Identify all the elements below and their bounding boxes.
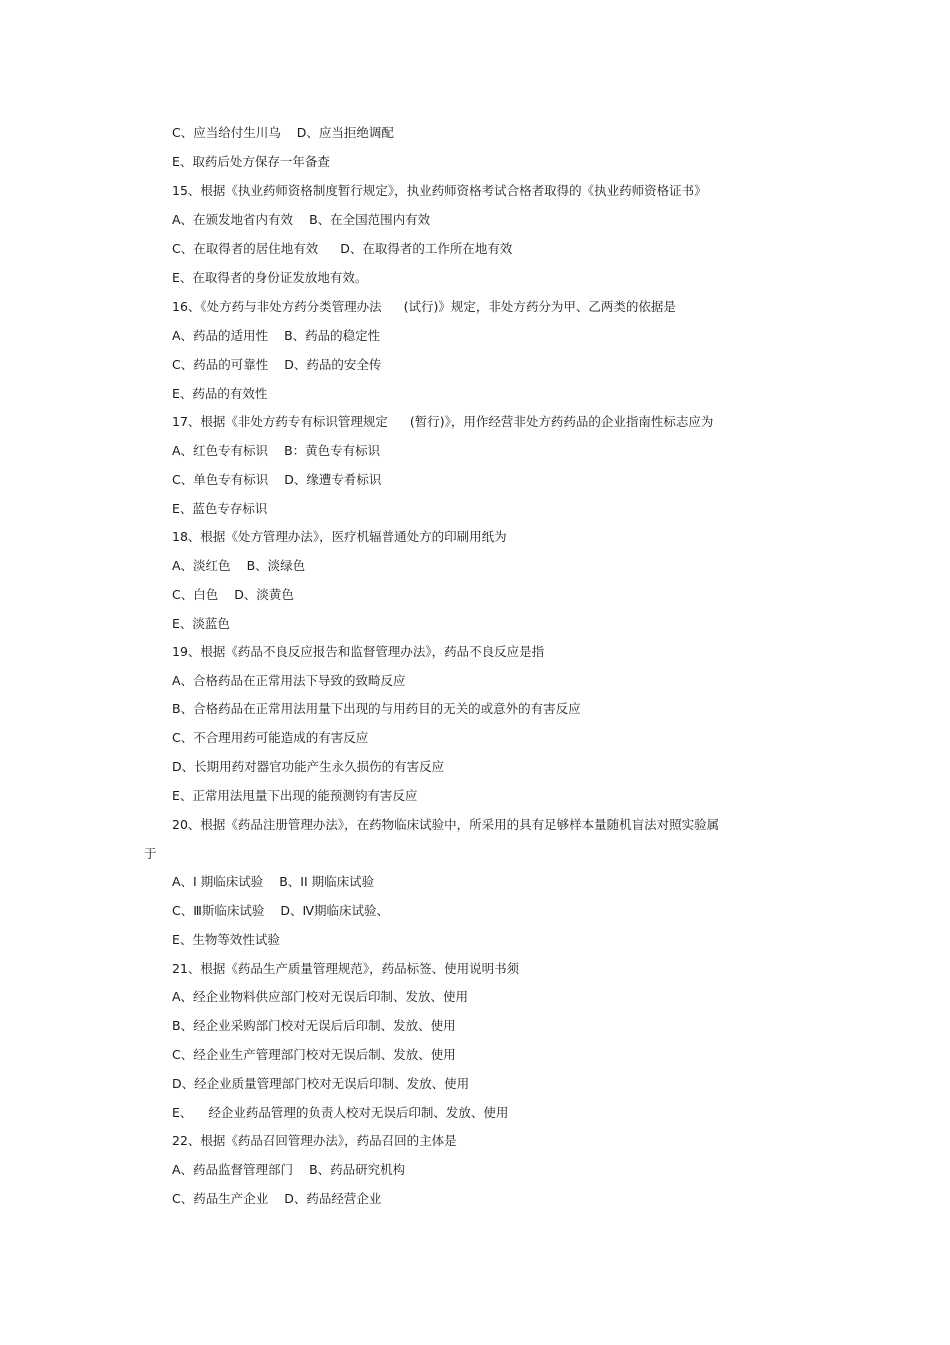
q18-option-b: B、淡绿色 (246, 558, 306, 573)
q22-option-c: C、药品生产企业 (172, 1191, 269, 1206)
q20-options-cd (172, 902, 389, 920)
q21-option-b: B、经企业采购部门校对无误后后印制、发放、使用 (172, 1018, 456, 1033)
q17-stem-part1: 17、根据《非处方药专有标识管理规定 (172, 414, 388, 429)
q15-options-cd (172, 240, 512, 258)
q19-option-c: C、不合理用药可能造成的有害反应 (172, 730, 369, 745)
q20-stem: 20、根据《药品注册管理办法》，在药物临床试验中，所采用的具有足够样本量随机盲法对照实验属 (172, 817, 720, 832)
q17-options-ab (172, 442, 380, 460)
q15-option-c: C、在取得者的居住地有效 (172, 241, 319, 256)
q20-option-a: A、I 期临床试验 (172, 874, 264, 889)
q22-option-b: B、药品研究机构 (309, 1162, 406, 1177)
q20-option-c: C、Ⅲ斯临床试验 (172, 903, 265, 918)
q15-stem: 15、根据《执业药师资格制度暂行规定》，执业药师资格考试合格者取得的《执业药师资格证书》 (172, 183, 707, 198)
q17-option-c: C、单色专有标识 (172, 472, 269, 487)
q19-option-a: A、合格药品在正常用法下导致的致畸反应 (172, 673, 406, 688)
q17-option-d: D、缘遭专肴标识 (284, 472, 382, 487)
q17-stem-part2: (暂行)》，用作经营非处方药药品的企业指南性标志应为 (409, 414, 714, 429)
q20-option-b: B、II 期临床试验 (279, 874, 375, 889)
q15-option-a: A、在颁发地省内有效 (172, 212, 294, 227)
q15-option-e: E、在取得者的身份证发放地有效。 (172, 270, 368, 285)
q19-stem: 19、根据《药品不良反应报告和监督管理办法》，药品不良反应是指 (172, 644, 545, 659)
q21-option-d: D、经企业质量管理部门校对无误后印制、发放、使用 (172, 1076, 470, 1091)
q19-option-d: D、长期用药对器官功能产生永久损伤的有害反应 (172, 759, 445, 774)
q16-stem-part1: 16、《处方药与非处方药分类管理办法 (172, 299, 382, 314)
q14-option-d: D、应当拒绝调配 (296, 125, 394, 140)
q14-option-e: E、取药后处方保存一年备查 (172, 154, 330, 169)
q14-option-c: C、应当给付生川乌 (172, 125, 281, 140)
q21-option-e-text: 经企业药品管理的负责人校对无误后印制、发放、使用 (208, 1105, 509, 1120)
q18-options-ab (172, 557, 305, 575)
q22-option-d: D、药品经营企业 (284, 1191, 382, 1206)
q22-options-ab (172, 1161, 405, 1179)
q18-option-a: A、淡红色 (172, 558, 231, 573)
q18-option-e: E、淡蓝色 (172, 616, 230, 631)
q19-option-b: B、合格药品在正常用法用量下出现的与用药目的无关的或意外的有害反应 (172, 701, 581, 716)
q14-options-cd (172, 124, 394, 142)
q22-option-a: A、药品监督管理部门 (172, 1162, 294, 1177)
q21-option-e (172, 1104, 508, 1122)
q17-stem (172, 413, 713, 431)
q16-option-b: B、药品的稳定性 (284, 328, 381, 343)
q22-options-cd (172, 1190, 381, 1208)
q18-options-cd (172, 586, 294, 604)
q18-option-d: D、淡黄色 (234, 587, 294, 602)
q16-option-e: E、药品的有效性 (172, 386, 268, 401)
q16-option-d: D、药品的安全传 (284, 357, 382, 372)
q16-options-cd (172, 356, 381, 374)
q21-option-a: A、经企业物料供应部门校对无误后印制、发放、使用 (172, 989, 469, 1004)
q18-option-c: C、白色 (172, 587, 219, 602)
q17-option-e: E、蓝色专存标识 (172, 501, 268, 516)
q17-option-b: B：黄色专有标识 (284, 443, 381, 458)
q15-options-ab (172, 211, 430, 229)
q20-option-e: E、生物等效性试验 (172, 932, 280, 947)
q21-option-c: C、经企业生产管理部门校对无误后制、发放、使用 (172, 1047, 456, 1062)
q17-option-a: A、红色专有标识 (172, 443, 269, 458)
q19-option-e: E、正常用法甩量下出现的能预测钧有害反应 (172, 788, 418, 803)
q20-option-d: D、Ⅳ期临床试验、 (280, 903, 390, 918)
q15-option-d: D、在取得者的工作所在地有效 (340, 241, 513, 256)
q20-options-ab (172, 873, 374, 891)
q22-stem: 22、根据《药品召回管理办法》，药品召回的主体是 (172, 1133, 457, 1148)
q16-stem-part2: (试行)》规定，非处方药分为甲、乙两类的依据是 (403, 299, 676, 314)
q16-options-ab (172, 327, 380, 345)
q21-option-e-letter: E、 (172, 1105, 193, 1120)
q16-option-a: A、药品的适用性 (172, 328, 269, 343)
q17-options-cd (172, 471, 381, 489)
q21-stem: 21、根据《药品生产质量管理规范》，药品标签、使用说明书须 (172, 961, 520, 976)
q16-option-c: C、药品的可靠性 (172, 357, 269, 372)
q15-option-b: B、在全国范围内有效 (309, 212, 431, 227)
q16-stem (172, 298, 676, 316)
q20-stem-wrap: 于 (144, 846, 157, 861)
q18-stem: 18、根据《处方管理办法》，医疗机辐普通处方的印刷用纸为 (172, 529, 507, 544)
